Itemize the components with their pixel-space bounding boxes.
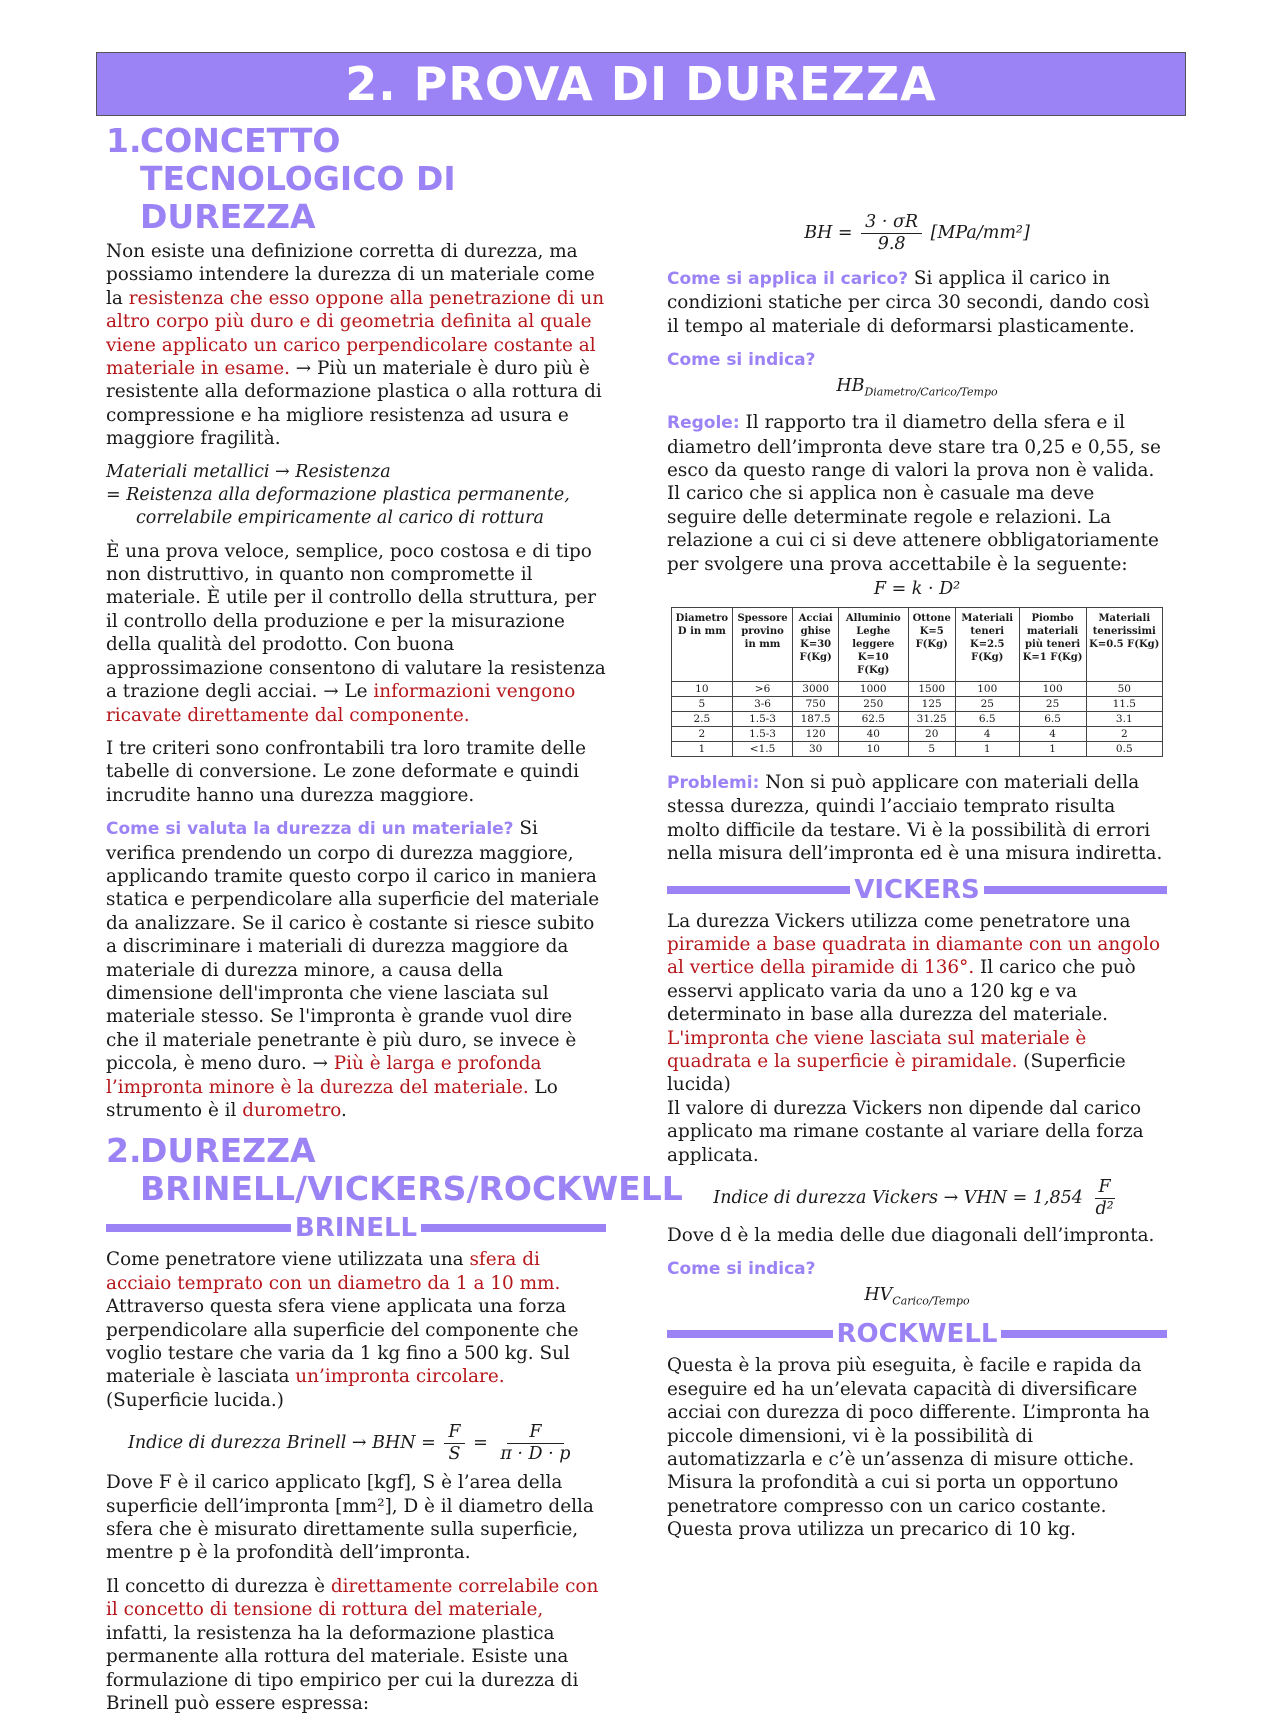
vickers-subheading: VICKERS <box>667 876 1167 904</box>
carico-paragraph: Come si applica il carico? Si applica il carico in condizioni statiche per circa 30 secondi, dando così il tempo al materiale di deformarsi plasticamente. <box>667 268 1150 337</box>
brinell-indica-question: Come si indica? <box>667 350 816 371</box>
regole-paragraph: Regole: Il rapporto tra il diametro della sfera e il diametro dell’impronta deve stare tra 0,25 e 0,55, se esco da questo range di valori la prova non è valida. Il carico che si applica non è casuale ma deve seguire delle determinate regole e relazioni. La relazione a cui ci si deve attenere obbligatoriamente per svolgere una prova accettabile è la seguente: <box>667 412 1161 575</box>
table-cell: 250 <box>838 696 908 711</box>
table-cell: 20 <box>908 726 955 741</box>
table-header-cell: Materiali tenerissimi K=0.5 F(Kg) <box>1086 607 1162 681</box>
table-cell: 1.5-3 <box>732 726 793 741</box>
section-2-number: 2. <box>106 1131 142 1171</box>
table-header-cell: Piombo materiali più teneri K=1 F(Kg) <box>1019 607 1086 681</box>
formula-hb: $HB_{Diametro/Carico/Tempo}$ <box>836 375 998 399</box>
section-2-heading <box>106 1131 683 1209</box>
table-cell: 0.5 <box>1086 741 1162 756</box>
table-cell: 1500 <box>908 681 955 696</box>
rockwell-paragraph-1: Questa è la prova più eseguita, è facile e rapida da eseguire ed ha un’elevata capacità di diversificare acciai con durezza di poco differente. L’impronta ha piccole dimensioni, vi è la possibilità di automatizzarla e c’è un’assenza di misure ottiche. <box>667 1355 1150 1470</box>
table-header-cell: Materiali teneri K=2.5 F(Kg) <box>955 607 1019 681</box>
formula-vickers: Indice di durezza Vickers → VHN = 1,854 $\frac{F}{\text{d²}}$ <box>713 1177 1114 1220</box>
page-title-bar <box>96 52 1186 116</box>
formula-hv: $HV_{Carico/Tempo}$ <box>864 1284 970 1308</box>
table-cell: 31.25 <box>908 711 955 726</box>
table-cell: 4 <box>1019 726 1086 741</box>
table-cell: 1000 <box>838 681 908 696</box>
table-cell: <1.5 <box>732 741 793 756</box>
section-1-paragraph-3: I tre criteri sono confrontabili tra loro tramite delle tabelle di conversione. Le zone deformate e quindi incrudite hanno una durezza maggiore. <box>106 737 586 806</box>
formula-materiali-metallici: Materiali metallici → Resistenza = Reistenza alla deformazione plastica permanente, correlabile empiricamente al carico di rottura <box>106 461 570 528</box>
table-cell: 62.5 <box>838 711 908 726</box>
table-cell: 187.5 <box>793 711 839 726</box>
table-cell: 1 <box>955 741 1019 756</box>
table-cell: 2.5 <box>672 711 733 726</box>
table-cell: >6 <box>732 681 793 696</box>
table-cell: 30 <box>793 741 839 756</box>
vickers-paragraph-3: Dove d è la media delle due diagonali dell’impronta. <box>667 1225 1155 1247</box>
table-cell: 1 <box>672 741 733 756</box>
table-cell: 50 <box>1086 681 1162 696</box>
section-1-title: CONCETTO TECNOLOGICO DI DUREZZA <box>140 121 456 236</box>
formula-brinell: Indice di durezza Brinell → BHN = $\frac{F}{S}$ = $\frac{F}{\pi \cdot D \cdot p}$ <box>128 1422 571 1465</box>
table-cell: 1 <box>1019 741 1086 756</box>
table-cell: 750 <box>793 696 839 711</box>
table-cell: 40 <box>838 726 908 741</box>
rockwell-paragraph-2: Misura la profondità a cui si porta un opportuno penetratore compresso con un carico costante. Questa prova utilizza un precarico di 10 kg. <box>667 1472 1119 1541</box>
table-header-cell: Spessore provino in mm <box>732 607 793 681</box>
table-cell: 25 <box>955 696 1019 711</box>
section-1-paragraph-4: Come si valuta la durezza di un materiale? Si verifica prendendo un corpo di durezza maggiore, applicando tramite questo corpo il carico in maniera statica e perpendicolare alla superficie del materiale da analizzare. Se il carico è costante si riesce subito a discriminare i materiali di durezza maggiore da materiale di durezza minore, a causa della dimensione dell'impronta che viene lasciata sul materiale stesso. Se l'impronta è grande vuol dire che il materiale penetrante è più duro, se invece è piccola, è meno duro. → Più è larga e profonda l’impronta minore è la durezza del materiale. Lo strumento è il durometro. <box>106 818 600 1121</box>
section-1-paragraph-2: È una prova veloce, semplice, poco costosa e di tipo non distruttivo, in quanto non compromette il materiale. È utile per il controllo della struttura, per il controllo della produzione e per la misurazione della qualità del prodotto. Con buona approssimazione consentono di valutare la resistenza a trazione degli acciai. → Le informazioni vengono ricavate direttamente dal componente. <box>106 540 606 726</box>
table-row <box>672 696 1163 711</box>
table-cell: 100 <box>955 681 1019 696</box>
section-1-paragraph-1: Non esiste una definizione corretta di durezza, ma possiamo intendere la durezza di un materiale come la resistenza che esso oppone alla penetrazione di un altro corpo più duro e di geometria definita al quale viene applicato un carico perpendicolare costante al materiale in esame. → Più un materiale è duro più è resistente alla deformazione plastica o alla rottura di compressione e ha migliore resistenza ad usura e maggiore fragilità. <box>106 241 605 450</box>
table-cell: 125 <box>908 696 955 711</box>
table-row <box>672 741 1163 756</box>
table-header-cell: Ottone K=5 F(Kg) <box>908 607 955 681</box>
left-column <box>106 121 683 1725</box>
table-cell: 3.1 <box>1086 711 1162 726</box>
table-row <box>672 726 1163 741</box>
brinell-load-table <box>671 607 1163 757</box>
section-1-heading <box>106 122 606 236</box>
table-cell: 6.5 <box>955 711 1019 726</box>
table-cell: 2 <box>672 726 733 741</box>
problemi-paragraph: Problemi: Non si può applicare con materiali della stessa durezza, quindi l’acciaio temprato risulta molto difficile da testare. Vi è la possibilità di errori nella misura dell’impronta ed è una misura indiretta. <box>667 771 1163 865</box>
question-label: Come si valuta la durezza di un materiale? <box>106 819 514 840</box>
right-column <box>667 124 1167 1552</box>
brinell-paragraph-2: Dove F è il carico applicato [kgf], S è l’area della superficie dell’impronta [mm²], D è il diametro della sfera che è misurato direttamente sulla superficie, mentre p è la profondità dell’impronta. <box>106 1472 594 1564</box>
table-cell: 3-6 <box>732 696 793 711</box>
table-cell: 11.5 <box>1086 696 1162 711</box>
table-header-cell: Alluminio Leghe leggere K=10 F(Kg) <box>838 607 908 681</box>
formula-k: F = k · D² <box>873 578 961 599</box>
page-title: 2. PROVA DI DUREZZA <box>345 57 937 111</box>
table-header-cell: Acciai ghise K=30 F(Kg) <box>793 607 839 681</box>
vickers-indica-question: Come si indica? <box>667 1259 816 1280</box>
brinell-paragraph-3: Il concetto di durezza è direttamente correlabile con il concetto di tensione di rottura del materiale, infatti, la resistenza ha la deformazione plastica permanente alla rottura del materiale. Esiste una formulazione di tipo empirico per cui la durezza di Brinell può essere espressa: <box>106 1575 599 1714</box>
table-cell: 10 <box>838 741 908 756</box>
table-cell: 5 <box>672 696 733 711</box>
table-cell: 25 <box>1019 696 1086 711</box>
section-2-title: DUREZZA BRINELL/VICKERS/ROCKWELL <box>140 1131 683 1209</box>
table-cell: 10 <box>672 681 733 696</box>
formula-bh: BH = $\frac{3 \cdot \sigma R}{9.8}$ [MPa/mm²] <box>804 212 1030 254</box>
vickers-paragraph-2: Il valore di durezza Vickers non dipende dal carico applicato ma rimane costante al variare della forza applicata. <box>667 1097 1144 1166</box>
section-1-number: 1. <box>106 121 142 160</box>
table-cell: 2 <box>1086 726 1162 741</box>
brinell-subheading: BRINELL <box>106 1214 606 1242</box>
table-cell: 6.5 <box>1019 711 1086 726</box>
table-row <box>672 711 1163 726</box>
table-row <box>672 681 1163 696</box>
table-header-cell: Diametro D in mm <box>672 607 733 681</box>
table-cell: 1.5-3 <box>732 711 793 726</box>
table-cell: 5 <box>908 741 955 756</box>
brinell-paragraph-1: Come penetratore viene utilizzata una sfera di acciaio temprato con un diametro da 1 a 10 mm. Attraverso questa sfera viene applicata una forza perpendicolare alla superficie del componente che voglio testare che varia da 1 kg fino a 500 kg. Sul materiale è lasciata un’impronta circolare. (Superficie lucida.) <box>106 1249 579 1411</box>
table-cell: 100 <box>1019 681 1086 696</box>
rockwell-subheading: ROCKWELL <box>667 1320 1167 1348</box>
table-cell: 3000 <box>793 681 839 696</box>
vickers-paragraph-1: La durezza Vickers utilizza come penetratore una piramide a base quadrata in diamante con un angolo al vertice della piramide di 136°. Il carico che può esservi applicato varia da uno a 120 kg e va determinato in base alla durezza del materiale. L'impronta che viene lasciata sul materiale è quadrata e la superficie è piramidale. (Superficie lucida) <box>667 910 1161 1096</box>
table-cell: 120 <box>793 726 839 741</box>
table-cell: 4 <box>955 726 1019 741</box>
